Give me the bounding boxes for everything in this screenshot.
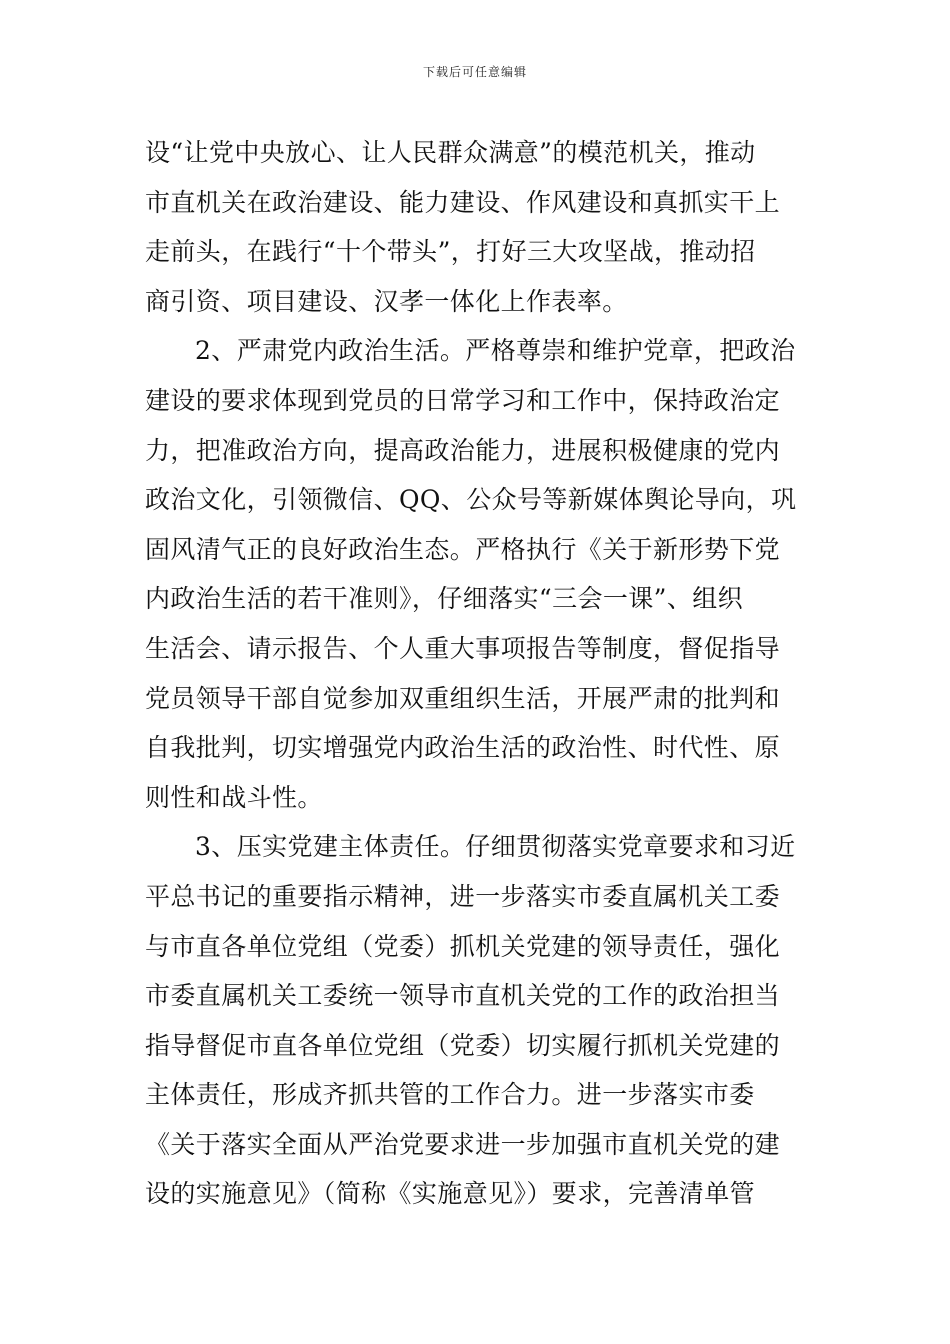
paragraph-start-line: 3、压实党建主体责任。仔细贯彻落实党章要求和习近 xyxy=(195,832,796,862)
text-line: 市委直属机关工委统一领导市直机关党的工作的政治担当 xyxy=(145,981,781,1011)
text-line: 平总书记的重要指示精神，进一步落实市委直属机关工委 xyxy=(145,881,781,911)
paragraph-start-line: 2、严肃党内政治生活。严格尊崇和维护党章，把政治 xyxy=(195,336,796,366)
text-line: 设“让党中央放心、让人民群众满意”的模范机关，推动 xyxy=(145,138,756,167)
text-line: 与市直各单位党组（党委）抓机关党建的领导责任，强化 xyxy=(145,931,781,961)
text-line: 政治文化，引领微信、QQ、公众号等新媒体舆论导向，巩 xyxy=(145,485,797,515)
text-line: 自我批判，切实增强党内政治生活的政治性、时代性、原 xyxy=(145,733,781,763)
text-line: 指导督促市直各单位党组（党委）切实履行抓机关党建的 xyxy=(145,1030,781,1060)
text-line: 主体责任，形成齐抓共管的工作合力。进一步落实市委 xyxy=(145,1080,755,1110)
page-header: 下载后可任意编辑 xyxy=(422,65,527,79)
text-line: 市直机关在政治建设、能力建设、作风建设和真抓实干上 xyxy=(145,187,781,217)
text-line: 设的实施意见》（简称《实施意见》）要求，完善清单管 xyxy=(145,1179,756,1209)
text-line: 固风清气正的良好政治生态。严格执行《关于新形势下党 xyxy=(145,534,781,564)
text-line: 生活会、请示报告、个人重大事项报告等制度，督促指导 xyxy=(145,633,781,663)
text-line: 党员领导干部自觉参加双重组织生活，开展严肃的批判和 xyxy=(145,683,781,713)
document-body xyxy=(145,128,810,1219)
text-line: 则性和战斗性。 xyxy=(145,782,323,812)
text-line: 《关于落实全面从严治党要求进一步加强市直机关党的建 xyxy=(145,1129,781,1159)
text-line: 内政治生活的若干准则》，仔细落实“三会一课”、组织 xyxy=(145,584,744,614)
text-line: 建设的要求体现到党员的日常学习和工作中，保持政治定 xyxy=(145,385,781,415)
text-line: 商引资、项目建设、汉孝一体化上作表率。 xyxy=(145,286,628,316)
text-line: 走前头，在践行“十个带头”，打好三大攻坚战，推动招 xyxy=(145,237,756,267)
text-line: 力，把准政治方向，提高政治能力，进展积极健康的党内 xyxy=(145,435,781,465)
